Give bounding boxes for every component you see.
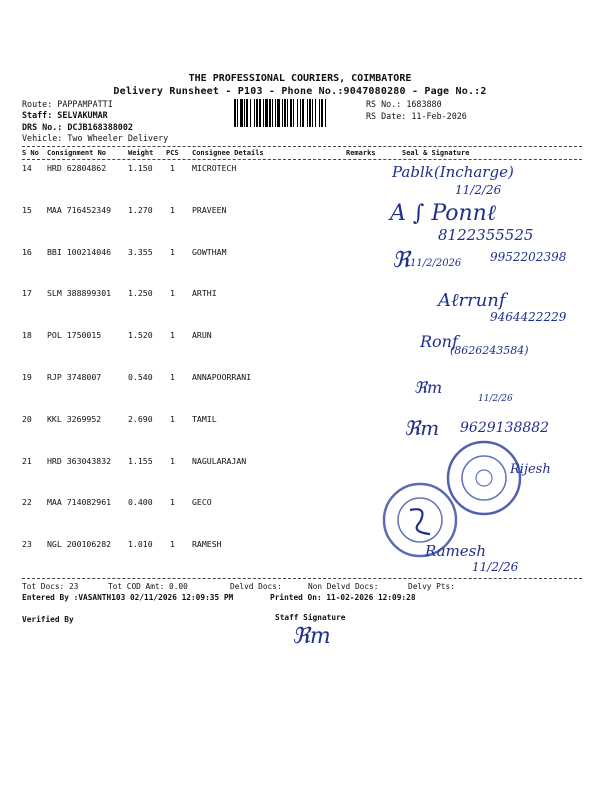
staff-label: Staff: SELVAKUMAR — [22, 110, 108, 120]
row-pcs: 1 — [170, 456, 175, 466]
handwriting-note: 11/2/26 — [455, 183, 502, 197]
row-consignment-no: KKL 3269952 — [47, 414, 102, 424]
row-consignee: ANNAPOORRANI — [192, 372, 252, 382]
col-consignee: Consignee Details — [192, 149, 264, 157]
row-pcs: 1 — [170, 539, 175, 549]
row-sno: 16 — [22, 247, 32, 257]
row-pcs: 1 — [170, 497, 175, 507]
barcode — [234, 99, 362, 127]
row-weight: 1.010 — [128, 539, 153, 549]
company-title: THE PROFESSIONAL COURIERS, COIMBATORE — [188, 73, 412, 84]
col-remarks: Remarks — [346, 149, 376, 157]
row-consignee: GECO — [192, 497, 212, 507]
row-sno: 20 — [22, 414, 32, 424]
handwriting-note: 9464422229 — [490, 310, 567, 324]
signature-mark: Aℓrrunf — [438, 290, 506, 311]
handwriting-note: Rijesh — [510, 462, 551, 477]
col-sno: S No — [22, 149, 39, 157]
signature-mark: Ronf — [420, 332, 458, 351]
col-seal: Seal & Signature — [402, 149, 470, 157]
col-weight: Weight — [128, 149, 154, 157]
row-pcs: 1 — [170, 288, 175, 298]
footer-rule — [22, 578, 582, 579]
row-weight: 1.155 — [128, 456, 153, 466]
table-row — [22, 372, 582, 384]
row-weight: 0.540 — [128, 372, 153, 382]
row-weight: 1.520 — [128, 330, 153, 340]
vehicle-label: Vehicle: Two Wheeler Delivery — [22, 133, 169, 143]
table-row — [22, 330, 582, 342]
staff-signature-label: Staff Signature — [275, 613, 346, 622]
row-sno: 23 — [22, 539, 32, 549]
row-sno: 14 — [22, 163, 32, 173]
signature-mark: ℜm — [404, 416, 440, 440]
handwriting-note: 9952202398 — [490, 250, 567, 264]
total-docs: Tot Docs: 23 — [22, 582, 79, 591]
row-sno: 15 — [22, 205, 32, 215]
row-weight: 3.355 — [128, 247, 153, 257]
rs-number: RS No.: 1683880 — [366, 99, 442, 109]
row-consignment-no: HRD 62804862 — [47, 163, 107, 173]
handwriting-note: Pablk(Incharge) — [392, 163, 514, 181]
row-sno: 19 — [22, 372, 32, 382]
handwriting-note: Ramesh — [425, 542, 487, 560]
staff-signature-mark: ℜm — [292, 624, 331, 649]
row-consignee: NAGULARAJAN — [192, 456, 247, 466]
row-consignee: RAMESH — [192, 539, 222, 549]
row-sno: 21 — [22, 456, 32, 466]
row-weight: 1.150 — [128, 163, 153, 173]
runsheet-subtitle: Delivery Runsheet - P103 - Phone No.:9047080280 - Page No.:2 — [113, 86, 487, 97]
handwriting-note: (8626243584) — [450, 344, 529, 357]
header-rule-bottom — [22, 159, 582, 160]
row-consignment-no: SLM 388899301 — [47, 288, 112, 298]
printed-on: Printed On: 11-02-2026 12:09:28 — [270, 593, 416, 602]
delivered-docs: Delvd Docs: — [230, 582, 282, 591]
drs-label: DRS No.: DCJB168388002 — [22, 122, 133, 132]
rubber-stamp — [380, 480, 460, 560]
route-label: Route: PAPPAMPATTI — [22, 99, 113, 109]
row-consignee: PRAVEEN — [192, 205, 227, 215]
row-pcs: 1 — [170, 163, 175, 173]
row-weight: 1.250 — [128, 288, 153, 298]
row-pcs: 1 — [170, 414, 175, 424]
row-consignment-no: MAA 716452349 — [47, 205, 112, 215]
col-pcs: PCS — [166, 149, 179, 157]
row-pcs: 1 — [170, 330, 175, 340]
row-consignee: MICROTECH — [192, 163, 237, 173]
row-weight: 1.270 — [128, 205, 153, 215]
row-consignment-no: RJP 3748007 — [47, 372, 102, 382]
row-pcs: 1 — [170, 247, 175, 257]
row-consignee: ARTHI — [192, 288, 217, 298]
handwriting-note: 11/2/26 — [478, 394, 513, 404]
row-consignee: ARUN — [192, 330, 212, 340]
non-delivered-docs: Non Delvd Docs: — [308, 582, 379, 591]
row-sno: 17 — [22, 288, 32, 298]
handwriting-note: 9629138882 — [460, 420, 550, 436]
signature-mark: A ∫ Ponnℓ — [390, 201, 496, 226]
signature-mark: ℜ — [392, 248, 410, 273]
handwriting-note: 8122355525 — [438, 226, 534, 244]
handwriting-note: 11/2/26 — [472, 560, 519, 574]
row-consignment-no: POL 1750015 — [47, 330, 102, 340]
header-rule-top — [22, 146, 582, 147]
row-consignee: GOWTHAM — [192, 247, 227, 257]
col-consignment: Consignment No — [47, 149, 107, 157]
row-sno: 22 — [22, 497, 32, 507]
row-weight: 2.690 — [128, 414, 153, 424]
entered-by: Entered By :VASANTH103 02/11/2026 12:09:35 PM — [22, 593, 234, 602]
row-consignee: TAMIL — [192, 414, 217, 424]
delivery-points: Delvy Pts: — [408, 582, 455, 591]
total-cod-amount: Tot COD Amt: 0.00 — [108, 582, 188, 591]
handwriting-note: 11/2/2026 — [410, 258, 462, 269]
row-weight: 0.400 — [128, 497, 153, 507]
row-pcs: 1 — [170, 205, 175, 215]
row-pcs: 1 — [170, 372, 175, 382]
row-consignment-no: NGL 200106282 — [47, 539, 112, 549]
row-consignment-no: MAA 714082961 — [47, 497, 112, 507]
row-consignment-no: HRD 363043832 — [47, 456, 112, 466]
rs-date: RS Date: 11-Feb-2026 — [366, 111, 467, 121]
verified-by-label: Verified By — [22, 615, 74, 624]
row-sno: 18 — [22, 330, 32, 340]
row-consignment-no: BBI 100214046 — [47, 247, 112, 257]
table-row — [22, 205, 582, 217]
signature-mark: ℜm — [414, 378, 443, 397]
table-row — [22, 539, 582, 551]
